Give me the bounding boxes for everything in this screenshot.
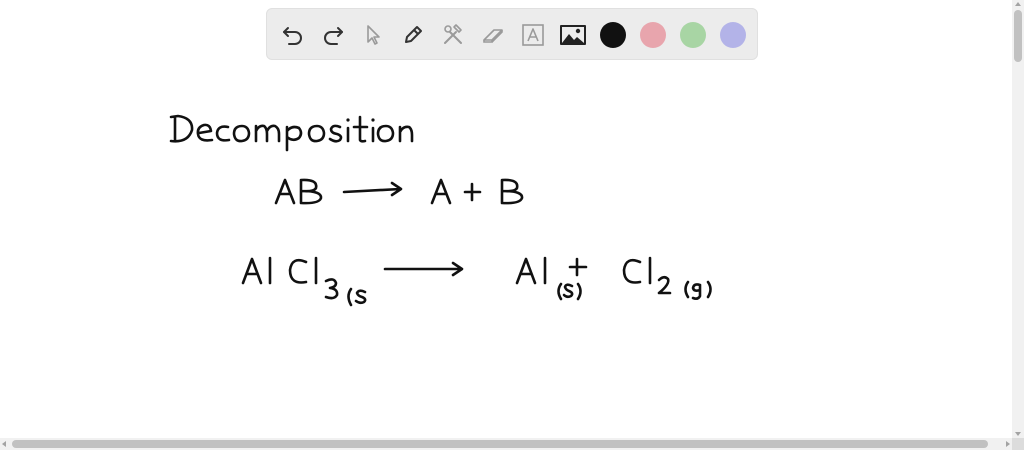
horizontal-scrollbar[interactable] [0,438,1012,450]
vertical-scrollbar[interactable] [1012,0,1024,438]
scroll-down-arrow-icon[interactable] [1015,432,1021,436]
scroll-up-arrow-icon[interactable] [1015,2,1021,6]
scroll-right-arrow-icon[interactable] [1006,441,1010,447]
horizontal-scroll-thumb[interactable] [12,440,988,448]
scrollbar-corner [1012,438,1024,450]
example-equation-handwriting [243,258,711,305]
general-equation-handwriting [276,180,522,203]
scroll-left-arrow-icon[interactable] [2,441,6,447]
vertical-scroll-thumb[interactable] [1014,10,1022,62]
heading-handwriting [171,116,412,150]
